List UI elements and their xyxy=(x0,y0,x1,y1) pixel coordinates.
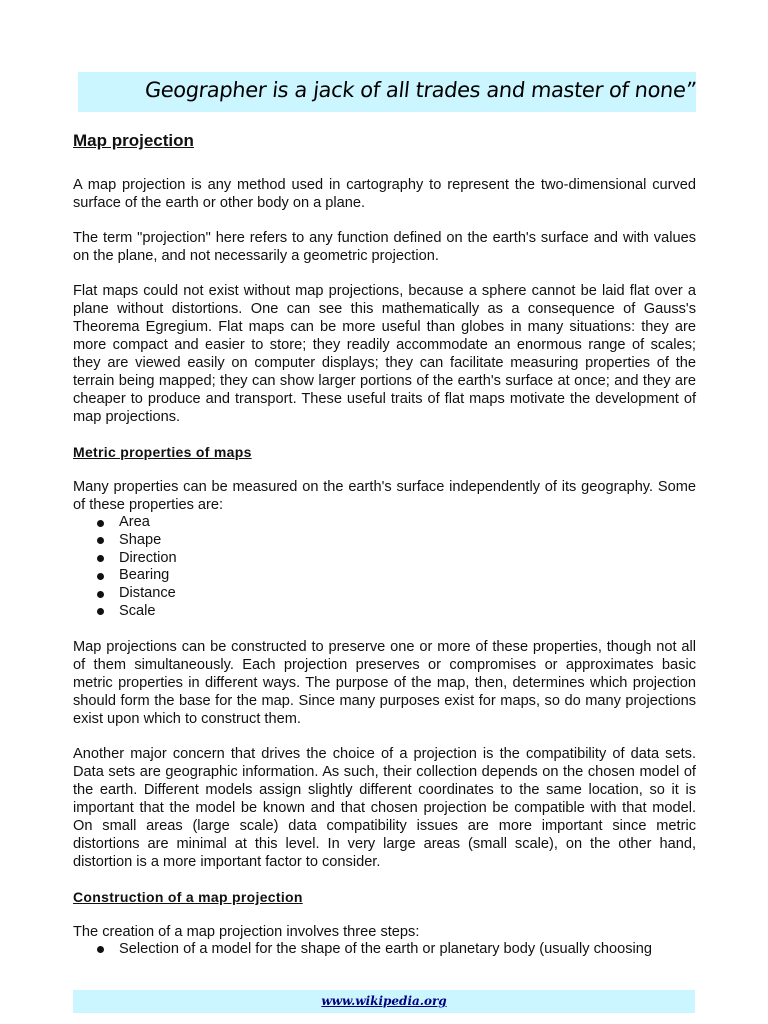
footer-banner xyxy=(73,990,695,1013)
section-heading-construction: Construction of a map projection xyxy=(73,888,303,905)
page-title: Map projection xyxy=(73,131,194,150)
list-item: Distance xyxy=(73,585,696,603)
section-heading-metric: Metric properties of maps xyxy=(73,444,252,460)
footer-link[interactable]: www.wikipedia.org xyxy=(321,994,447,1008)
intro-paragraph-3: Flat maps could not exist without map projections, because a sphere cannot be laid flat over a plane without distortions. One can see this mathematically as a consequence of Gauss's Theorema Egregium. Flat maps can be more useful than globes in many situations: they are more compact and easier to store; they readily accommodate an enormous range of scales; they are viewed easily on computer displays; they can facilitate measuring properties of the terrain being mapped; they can show larger portions of the earth's surface at once; and they are cheaper to produce and transport. These useful traits of flat maps motivate the development of map projections. xyxy=(73,283,696,425)
list-item: Shape xyxy=(73,532,696,550)
intro-paragraph-2: The term "projection" here refers to any function defined on the earth's surface and with values on the plane, and not necessarily a geometric projection. xyxy=(73,230,696,264)
list-item: Scale xyxy=(73,603,696,621)
metric-lead-paragraph: Many properties can be measured on the earth's surface independently of its geography. Some of these properties are: xyxy=(73,479,696,513)
intro-paragraph-1: A map projection is any method used in cartography to represent the two-dimensional curved surface of the earth or other body on a plane. xyxy=(73,177,696,211)
list-item: Selection of a model for the shape of the earth or planetary body (usually choosing xyxy=(73,941,696,959)
quote-banner xyxy=(78,72,696,112)
article-body xyxy=(73,126,696,959)
list-item: Direction xyxy=(73,550,696,568)
metric-paragraph-2: Another major concern that drives the choice of a projection is the compatibility of data sets. Data sets are geographic information. As such, their collection depends on the chosen model of the earth. Different models assign slightly different coordinates to the same location, so it is important that the model be known and that chosen projection be compatible with that model. On small areas (large scale) data compatibility issues are more important since metric distortions are minimal at this level. In very large areas (small scale), on the other hand, distortion is a more important factor to consider. xyxy=(73,745,696,870)
list-item: Bearing xyxy=(73,567,696,585)
steps-list xyxy=(73,941,696,959)
banner-quote: Geographer is a jack of all trades and master of none” xyxy=(143,78,698,102)
list-item: Area xyxy=(73,514,696,532)
construction-lead-paragraph: The creation of a map projection involves three steps: xyxy=(73,923,420,940)
metric-paragraph-1: Map projections can be constructed to preserve one or more of these properties, though not all of them simultaneously. Each projection preserves or compromises or approximates basic metric properties in different ways. The purpose of the map, then, determines which projection should form the base for the map. Since many purposes exist for maps, so do many projections exist upon which to construct them. xyxy=(73,638,696,727)
properties-list xyxy=(73,514,696,621)
